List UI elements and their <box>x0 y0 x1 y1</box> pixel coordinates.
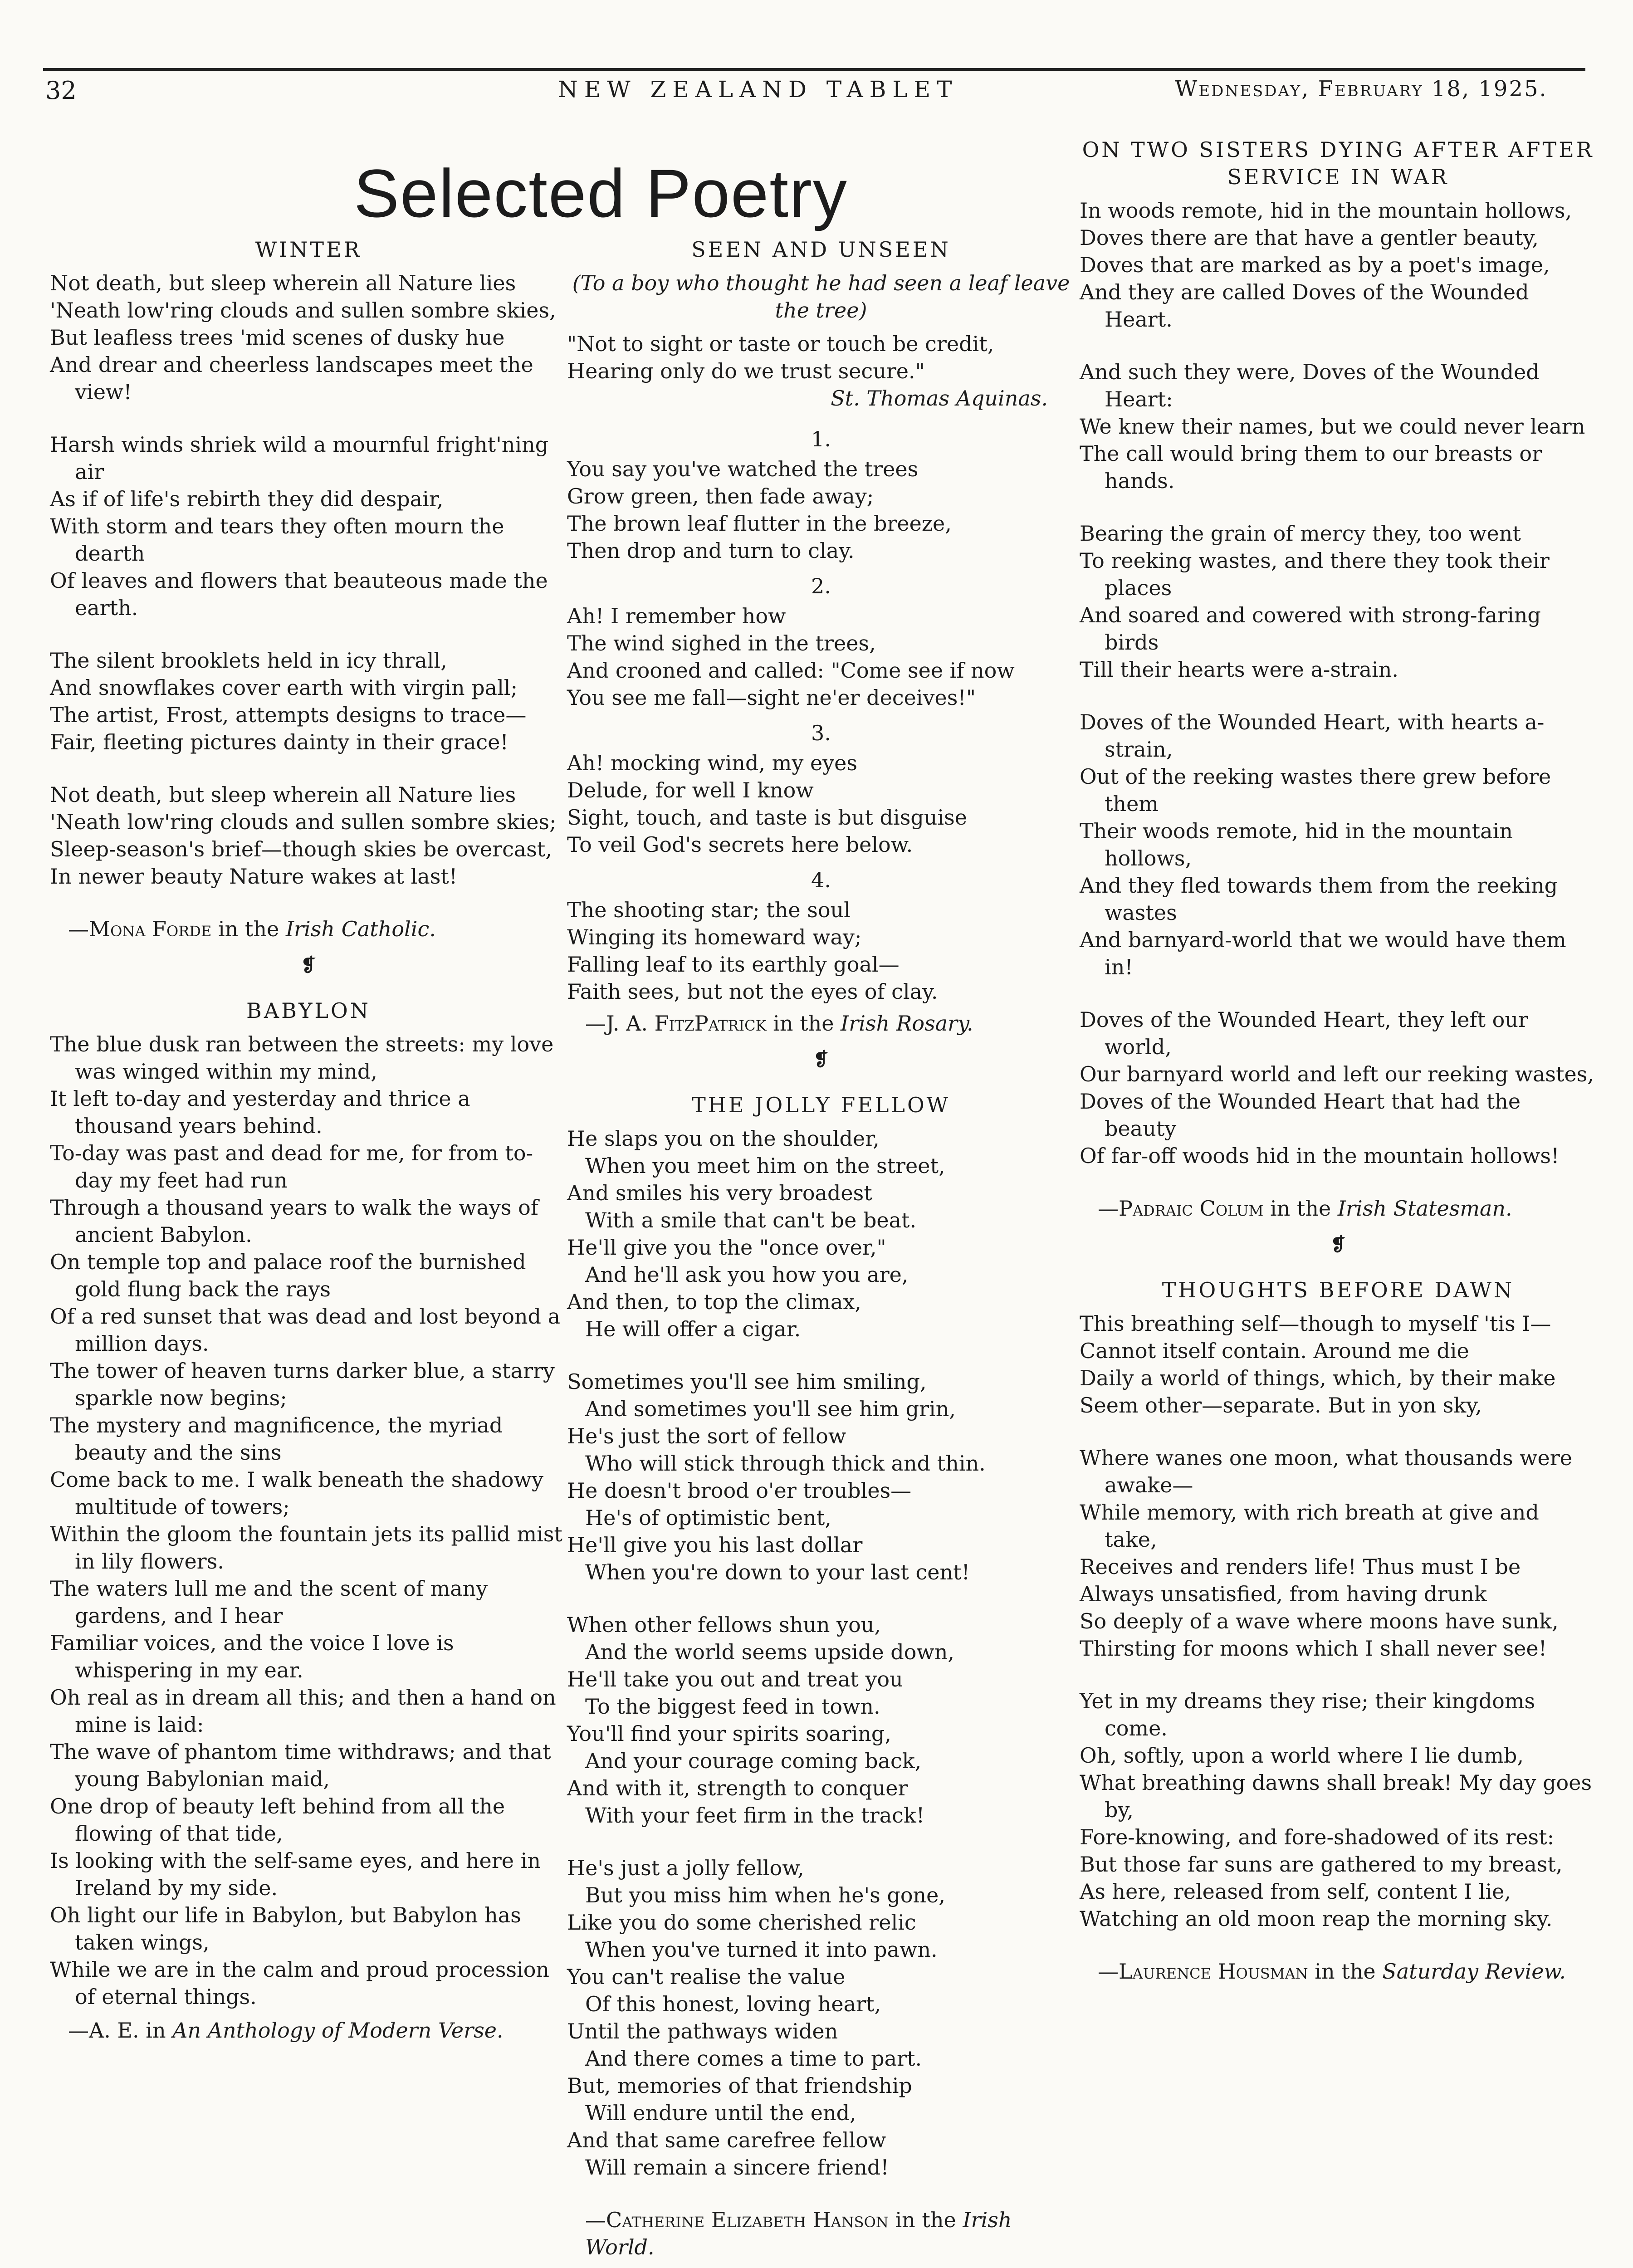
poem-line: To reeking wastes, and there they took their places <box>1080 548 1550 600</box>
poem-line: Doves of the Wounded Heart that had the beauty <box>1080 1089 1521 1141</box>
poem-line: And that same carefree fellow <box>567 2128 886 2152</box>
poem-line: Oh light our life in Babylon, but Babylon has taken wings, <box>50 1903 521 1955</box>
poem-line: Of this honest, loving heart, <box>585 1992 881 2016</box>
poem-line: And sometimes you'll see him grin, <box>585 1397 956 1421</box>
poem-title: WINTER <box>255 237 362 262</box>
source-prefix: in the <box>1270 1196 1331 1221</box>
poem-line: He'll give you his last dollar <box>567 1533 863 1557</box>
poem-line: Until the pathways widen <box>567 2019 838 2043</box>
source-prefix: in <box>146 2018 166 2043</box>
poem-stanza <box>567 1125 1075 1343</box>
poem-line: While we are in the calm and proud procession of eternal things. <box>50 1957 550 2009</box>
poem-stanza <box>1080 358 1597 494</box>
poem-line: And the world seems upside down, <box>585 1640 955 1664</box>
poem-stanza <box>567 455 1075 564</box>
poem-line: So deeply of a wave where moons have sunk, <box>1080 1609 1559 1633</box>
header-rule <box>43 68 1585 71</box>
section-separator-icon: ❡ <box>813 1049 829 1070</box>
poem-line: The brown leaf flutter in the breeze, <box>567 511 952 536</box>
poem-title: THE JOLLY FELLOW <box>692 1093 950 1117</box>
poem-line: Oh, softly, upon a world where I lie dumb, <box>1080 1743 1524 1768</box>
source-prefix: in the <box>1315 1959 1376 1984</box>
poem-line: What breathing dawns shall break! My day goes by, <box>1080 1770 1592 1822</box>
poem-line: Will remain a sincere friend! <box>585 2155 889 2180</box>
poem-stanza <box>1080 1687 1597 1932</box>
poem-line: He will offer a cigar. <box>585 1317 801 1341</box>
poem-source: Irish World. <box>585 2208 1012 2259</box>
poem-line: Doves of the Wounded Heart, they left our world, <box>1080 1007 1528 1059</box>
poem-line: To the biggest feed in town. <box>585 1694 880 1719</box>
poem-line: Harsh winds shriek wild a mournful fright'ning air <box>50 432 549 484</box>
poem-line: You say you've watched the trees <box>567 457 919 481</box>
poem-stanza <box>567 1611 1075 1829</box>
poem-body <box>567 425 1075 1005</box>
stanza-number: 3. <box>811 721 831 745</box>
poem-line: Faith sees, but not the eyes of clay. <box>567 979 938 1004</box>
poem-source: Irish Statesman. <box>1337 1196 1512 1221</box>
poem-line: Watching an old moon reap the morning sky. <box>1080 1906 1553 1931</box>
poem-line: The silent brooklets held in icy thrall, <box>50 648 447 673</box>
poem-attribution <box>567 2206 1075 2261</box>
poem-source: Irish Catholic. <box>285 917 436 941</box>
poem-line: And barnyard-world that we would have them in! <box>1080 928 1566 979</box>
poem-line: We knew their names, but we could never learn <box>1080 414 1585 439</box>
poem-line: Familiar voices, and the voice I love is whispering in my ear. <box>50 1631 454 1682</box>
poem-line: Daily a world of things, which, by their make <box>1080 1366 1556 1390</box>
poem-line: Fore-knowing, and fore-shadowed of its rest: <box>1080 1825 1555 1849</box>
epigraph-line: Hearing only do we trust secure." <box>567 359 925 383</box>
poem-line: Ah! mocking wind, my eyes <box>567 751 857 775</box>
poem-stanza <box>1080 1006 1597 1169</box>
poem-stanza <box>50 431 567 621</box>
poem-line: And your courage coming back, <box>585 1749 922 1773</box>
poem-line: With your feet firm in the track! <box>585 1803 925 1828</box>
column-3 <box>1080 136 1597 1985</box>
poem-author: —Catherine Elizabeth Hanson <box>585 2208 889 2232</box>
poem-author: —J. A. FitzPatrick <box>585 1011 767 1036</box>
poem-line: Receives and renders life! Thus must I be <box>1080 1554 1521 1579</box>
poem-line: With storm and tears they often mourn the dearth <box>50 514 504 566</box>
poem-line: Our barnyard world and left our reeking wastes, <box>1080 1062 1594 1086</box>
poem-stanza <box>1080 197 1597 333</box>
newspaper-title: NEW ZEALAND TABLET <box>558 76 958 103</box>
poem-line: Doves there are that have a gentler beauty, <box>1080 225 1539 250</box>
poem-line: Cannot itself contain. Around me die <box>1080 1339 1469 1363</box>
poem-line: As if of life's rebirth they did despair, <box>50 487 444 511</box>
source-prefix: in the <box>895 2208 956 2232</box>
poem-line: And he'll ask you how you are, <box>585 1262 909 1287</box>
poem-line: Falling leaf to its earthly goal— <box>567 952 900 977</box>
poem-line: Of far-off woods hid in the mountain hollows! <box>1080 1144 1560 1168</box>
poem-attribution <box>50 2017 567 2044</box>
poem-thoughts-before-dawn <box>1080 1276 1597 1985</box>
poem-line: It left to-day and yesterday and thrice a thousand years behind. <box>50 1086 470 1138</box>
poem-line: Fair, fleeting pictures dainty in their grace! <box>50 730 508 754</box>
source-prefix: in the <box>218 917 279 941</box>
poem-jolly-fellow <box>567 1091 1075 2261</box>
poem-line: And drear and cheerless landscapes meet the view! <box>50 352 533 404</box>
poem-stanza <box>1080 1444 1597 1662</box>
poem-line: Doves that are marked as by a poet's image, <box>1080 253 1550 277</box>
poem-line: You'll find your spirits soaring, <box>567 1721 891 1746</box>
poem-line: The mystery and magnificence, the myriad beauty and the sins <box>50 1413 503 1465</box>
poem-line: Like you do some cherished relic <box>567 1910 916 1935</box>
poem-line: And crooned and called: "Come see if now <box>567 658 1015 683</box>
poem-attribution <box>1080 1958 1597 1985</box>
poem-source: An Anthology of Modern Verse. <box>172 2018 504 2043</box>
poem-stanza <box>50 647 567 756</box>
poem-stanza <box>567 896 1075 1005</box>
poem-line: And smiles his very broadest <box>567 1181 872 1205</box>
poem-stanza <box>1080 1310 1597 1419</box>
poem-line: Within the gloom the fountain jets its pallid mist in lily flowers. <box>50 1522 562 1574</box>
poem-line: Is looking with the self-same eyes, and here in Ireland by my side. <box>50 1848 541 1900</box>
poem-line: You can't realise the value <box>567 1965 846 1989</box>
poem-body <box>1080 197 1597 1169</box>
poem-line: To veil God's secrets here below. <box>567 832 913 857</box>
poem-line: Always unsatisfied, from having drunk <box>1080 1582 1487 1606</box>
poem-line: Not death, but sleep wherein all Nature lies <box>50 782 516 807</box>
poem-line: Yet in my dreams they rise; their kingdoms come. <box>1080 1689 1535 1740</box>
poem-line: Of a red sunset that was dead and lost beyond a million days. <box>50 1304 561 1356</box>
epigraph-attribution: St. Thomas Aquinas. <box>831 386 1048 411</box>
poem-author: —Mona Forde <box>68 917 212 941</box>
poem-line: Come back to me. I walk beneath the shadowy multitude of towers; <box>50 1467 543 1519</box>
poem-line: And such they were, Doves of the Wounded Heart: <box>1080 360 1540 411</box>
poem-line: 'Neath low'ring clouds and sullen sombre skies, <box>50 298 556 323</box>
poem-line: The blue dusk ran between the streets: my love was winged within my mind, <box>50 1032 554 1084</box>
poem-line: Their woods remote, hid in the mountain hollows, <box>1080 819 1513 870</box>
poem-line: Out of the reeking wastes there grew before them <box>1080 764 1551 816</box>
poem-line: Through a thousand years to walk the ways of ancient Babylon. <box>50 1195 538 1247</box>
poem-title: BABYLON <box>246 998 371 1023</box>
section-separator-icon: ❡ <box>301 954 316 976</box>
poem-line: In woods remote, hid in the mountain hollows, <box>1080 198 1572 223</box>
poem-line: Where wanes one moon, what thousands were awake— <box>1080 1446 1572 1497</box>
poem-line: Who will stick through thick and thin. <box>585 1451 986 1476</box>
poem-line: Sleep-season's brief—though skies be overcast, <box>50 837 552 861</box>
poem-body <box>50 269 567 890</box>
poem-two-sisters <box>1080 136 1597 1222</box>
poem-stanza <box>1080 709 1597 981</box>
poem-line: The wave of phantom time withdraws; and that young Babylonian maid, <box>50 1740 551 1791</box>
poem-line: When you've turned it into pawn. <box>585 1937 938 1962</box>
poem-line: Sight, touch, and taste is but disguise <box>567 805 967 830</box>
poem-line: He doesn't brood o'er troubles— <box>567 1478 912 1503</box>
poem-line: The waters lull me and the scent of many gardens, and I hear <box>50 1576 488 1628</box>
poem-line: He's of optimistic bent, <box>585 1505 831 1530</box>
poem-title: THOUGHTS BEFORE DAWN <box>1162 1278 1515 1302</box>
poem-line: In newer beauty Nature wakes at last! <box>50 864 458 889</box>
poem-line: Bearing the grain of mercy they, too went <box>1080 521 1521 546</box>
column-2 <box>567 236 1075 2261</box>
poem-line: Then drop and turn to clay. <box>567 538 855 563</box>
poem-stanza <box>1080 520 1597 683</box>
poem-line: This breathing self—though to myself 'tis I— <box>1080 1311 1551 1336</box>
poem-line: Thirsting for moons which I shall never see! <box>1080 1636 1547 1661</box>
poem-source: Irish Rosary. <box>841 1011 973 1036</box>
source-prefix: in the <box>773 1011 834 1036</box>
poem-line: The tower of heaven turns darker blue, a starry sparkle now begins; <box>50 1359 555 1410</box>
poem-stanza <box>50 781 567 890</box>
poem-attribution <box>1080 1195 1597 1222</box>
poem-line: Grow green, then fade away; <box>567 484 874 508</box>
poem-line: But leafless trees 'mid scenes of dusky hue <box>50 325 505 350</box>
poem-line: Ah! I remember how <box>567 604 786 628</box>
poem-line: Delude, for well I know <box>567 778 814 802</box>
section-separator-icon: ❡ <box>1330 1234 1346 1255</box>
poem-line: He's just a jolly fellow, <box>567 1856 804 1880</box>
poem-line: And then, to top the climax, <box>567 1290 861 1314</box>
poem-body <box>50 1031 567 2010</box>
poem-line: But those far suns are gathered to my breast, <box>1080 1852 1563 1877</box>
poem-author: —Padraic Colum <box>1098 1196 1264 1221</box>
poem-line: When other fellows shun you, <box>567 1613 881 1637</box>
page-number: 32 <box>45 76 77 105</box>
poem-line: Sometimes you'll see him smiling, <box>567 1369 927 1394</box>
poem-line: And snowflakes cover earth with virgin pall; <box>50 675 518 700</box>
poem-stanza <box>50 269 567 406</box>
poem-line: Oh real as in dream all this; and then a hand on mine is laid: <box>50 1685 556 1737</box>
poem-epigraph <box>567 330 1075 412</box>
poem-line: But you miss him when he's gone, <box>585 1883 946 1907</box>
poem-line: As here, released from self, content I lie, <box>1080 1879 1511 1904</box>
poem-line: With a smile that can't be beat. <box>585 1208 917 1232</box>
poem-line: He'll take you out and treat you <box>567 1667 903 1691</box>
poem-line: One drop of beauty left behind from all the flowing of that tide, <box>50 1794 505 1846</box>
stanza-number: 2. <box>811 574 831 598</box>
poem-line: And with it, strength to conquer <box>567 1776 908 1800</box>
section-title: Selected Poetry <box>354 155 848 231</box>
poem-line: Till their hearts were a-strain. <box>1080 657 1398 682</box>
poem-seen-and-unseen <box>567 236 1075 1037</box>
poem-title: SEEN AND UNSEEN <box>691 237 951 262</box>
poem-babylon <box>50 997 567 2044</box>
poem-line: On temple top and palace roof the burnished gold flung back the rays <box>50 1250 526 1301</box>
poem-line: When you meet him on the street, <box>585 1154 945 1178</box>
poem-line: The shooting star; the soul <box>567 898 851 922</box>
poem-stanza <box>567 1854 1075 2181</box>
poem-stanza <box>50 1031 567 2010</box>
poem-source: Saturday Review. <box>1382 1959 1566 1984</box>
poem-line: But, memories of that friendship <box>567 2073 912 2098</box>
poem-line: 'Neath low'ring clouds and sullen sombre skies; <box>50 810 557 834</box>
stanza-number: 4. <box>811 868 831 892</box>
poem-line: To-day was past and dead for me, for from to-day my feet had run <box>50 1141 533 1193</box>
poem-line: He'll give you the "once over," <box>567 1235 886 1260</box>
poem-line: And they are called Doves of the Wounded Heart. <box>1080 280 1529 332</box>
poem-line: Of leaves and flowers that beauteous made the earth. <box>50 568 548 620</box>
poem-line: When you're down to your last cent! <box>585 1560 970 1584</box>
poem-line: Seem other—separate. But in yon sky, <box>1080 1393 1482 1418</box>
poem-winter <box>50 236 567 943</box>
poem-attribution <box>50 915 567 943</box>
stanza-number: 1. <box>811 427 831 451</box>
poem-stanza <box>567 749 1075 858</box>
poem-line: Doves of the Wounded Heart, with hearts a-strain, <box>1080 710 1545 762</box>
poem-attribution <box>567 1010 1075 1037</box>
poem-stanza <box>567 602 1075 711</box>
poem-line: And soared and cowered with strong-faring birds <box>1080 603 1541 655</box>
poem-line: The call would bring them to our breasts or hands. <box>1080 441 1542 493</box>
poem-line: And they fled towards them from the reeking wastes <box>1080 873 1558 925</box>
poem-author: —A. E. <box>68 2018 139 2043</box>
epigraph-line: "Not to sight or taste or touch be credit, <box>567 332 994 356</box>
poem-line: Winging its homeward way; <box>567 925 862 949</box>
poem-author: —Laurence Housman <box>1098 1959 1308 1984</box>
poem-line: Not death, but sleep wherein all Nature lies <box>50 271 516 295</box>
poem-subtitle: (To a boy who thought he had seen a leaf leave the tree) <box>572 271 1070 323</box>
poem-line: The artist, Frost, attempts designs to trace— <box>50 703 527 727</box>
poem-line: He's just the sort of fellow <box>567 1424 846 1448</box>
poem-line: While memory, with rich breath at give and take, <box>1080 1500 1539 1552</box>
poem-line: And there comes a time to part. <box>585 2046 922 2071</box>
poem-body <box>567 1125 1075 2181</box>
poem-line: Will endure until the end, <box>585 2101 856 2125</box>
poem-line: The wind sighed in the trees, <box>567 631 876 655</box>
issue-date: Wednesday, February 18, 1925. <box>1175 76 1548 102</box>
column-1 <box>50 236 567 2044</box>
poem-line: You see me fall—sight ne'er deceives!" <box>567 685 976 710</box>
poem-line: He slaps you on the shoulder, <box>567 1126 880 1151</box>
poem-title: ON TWO SISTERS DYING AFTER AFTER SERVICE IN WAR <box>1082 137 1594 189</box>
poem-stanza <box>567 1368 1075 1586</box>
poem-body <box>1080 1310 1597 1932</box>
